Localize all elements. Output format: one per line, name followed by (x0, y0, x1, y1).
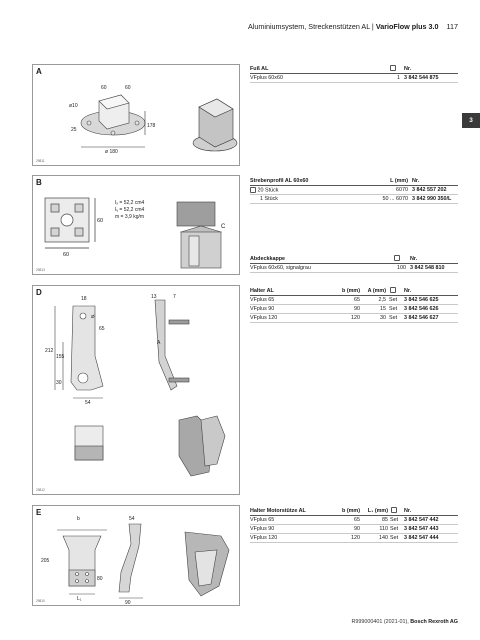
table-header (250, 254, 458, 264)
cell-unit: Set (389, 315, 398, 321)
panel-b-code: 29813 (36, 268, 45, 272)
mass: m = 3,9 kg/m (115, 214, 145, 220)
table-row (250, 305, 458, 314)
package-icon (250, 187, 256, 193)
cell-nr: 3 842 546 625 (404, 297, 439, 303)
cell-name: 1 Stück (260, 196, 278, 202)
col-nr: Nr. (404, 287, 412, 294)
cell-nr: 3 842 547 443 (404, 526, 439, 532)
col-name: Fuß AL (250, 65, 269, 72)
cell-nr: 3 842 546 627 (404, 315, 439, 321)
panel-a-letter: A (36, 67, 42, 76)
panel-e-code: 29810 (36, 599, 45, 603)
inertia-x: Iₓ = 52,2 cm4 (115, 200, 145, 206)
cell-b: 65 (354, 517, 360, 523)
dim-width: 60 (63, 252, 70, 258)
dim-h2: 80 (97, 576, 103, 582)
chapter-tab (462, 113, 480, 128)
inertia-y: Iᵧ = 52,2 cm4 (115, 207, 145, 213)
cell-name: VFplus 120 (250, 535, 278, 541)
foot-drawing (33, 65, 241, 167)
col-name: Halter AL (250, 287, 274, 294)
chapter-tab-label: 3 (469, 117, 473, 124)
cell-unit: Set (389, 297, 398, 303)
dim-height: 25 (71, 127, 77, 133)
cell-a: 15 (380, 306, 386, 312)
dim-r: Ø (91, 314, 95, 319)
package-icon (388, 507, 402, 513)
col-a: A (mm) (367, 287, 386, 294)
table-row (250, 296, 458, 305)
cell-b: 65 (354, 297, 360, 303)
dim-h2: 155 (56, 354, 65, 360)
cell-name: VFplus 90 (250, 526, 275, 532)
panel-e-letter: E (36, 508, 42, 517)
table-header (250, 64, 458, 74)
footer-brand: Bosch Rexroth AG (410, 619, 458, 625)
table-header (250, 506, 458, 516)
section-a: A (157, 340, 161, 346)
table-row (250, 314, 458, 323)
table-row (250, 186, 458, 195)
col-nr: Nr. (410, 255, 418, 262)
table-abdeckkappe (250, 254, 458, 273)
dim-w: 54 (129, 516, 135, 522)
cell-name: VFplus 90 (250, 306, 275, 312)
panel-d-letter: D (36, 288, 42, 297)
page-number: 117 (446, 22, 458, 31)
motor-holder-drawing (33, 506, 241, 607)
panel-b (32, 175, 240, 275)
cell-b: 90 (354, 306, 360, 312)
panel-a-code: 29811 (36, 159, 45, 163)
cell-unit: Set (390, 535, 399, 541)
dim-top2: 60 (125, 85, 131, 91)
dim-top1: 60 (101, 85, 107, 91)
panel-e (32, 505, 240, 606)
cell-nr: 3 842 547 442 (404, 517, 439, 523)
cell-nr: 3 842 547 444 (404, 535, 439, 541)
package-icon (386, 287, 402, 293)
table-row (250, 534, 458, 543)
cell-l: 140 (379, 535, 388, 541)
cell-nr: 3 842 544 875 (404, 75, 439, 81)
dim-d1: 65 (99, 326, 105, 332)
header-title: Aluminiumsystem, Streckenstützen AL | (247, 22, 376, 31)
cell-nr: 3 842 990 350/L (412, 196, 452, 202)
dim-l: L₁ (77, 596, 82, 602)
col-b: b (mm) (342, 287, 360, 294)
holder-drawing (33, 286, 241, 496)
dim-b: b (77, 516, 80, 522)
col-b: b (mm) (342, 507, 360, 514)
cell-b: 120 (351, 315, 360, 321)
table-row (250, 195, 458, 204)
dim-h3: 30 (56, 380, 62, 386)
cell-length: 50 ... 6070 (382, 196, 408, 202)
dim-hole: ø10 (69, 103, 78, 109)
cell-name: VFplus 60x60, signalgrau (250, 265, 311, 271)
panel-b-letter: B (36, 178, 42, 187)
panel-a (32, 64, 240, 166)
col-name: Strebenprofil AL 60x60 (250, 177, 309, 184)
cell-a: 2,5 (378, 297, 386, 303)
cell-name: VFplus 65 (250, 517, 275, 523)
header-brand: VarioFlow plus 3.0 (375, 22, 439, 31)
cell-qty: 100 (397, 265, 406, 271)
cell-name: VFplus 65 (250, 297, 275, 303)
cell-nr: 3 842 546 626 (404, 306, 439, 312)
cell-l: 85 (382, 517, 388, 523)
cell-name: 20 Stück (257, 187, 279, 194)
col-nr: Nr. (412, 177, 420, 184)
dim-base: ø 180 (105, 149, 118, 155)
dim-side: 178 (147, 123, 156, 129)
table-header (250, 286, 458, 296)
cell-qty: 1 (397, 75, 400, 81)
table-row (250, 264, 458, 273)
cell-b: 120 (351, 535, 360, 541)
table-header (250, 176, 458, 186)
cell-name: VFplus 60x60 (250, 75, 283, 81)
page-header (0, 22, 458, 31)
dim-h: 205 (41, 558, 50, 564)
panel-d-code: 29812 (36, 488, 45, 492)
dim-h1: 212 (45, 348, 54, 354)
table-row (250, 516, 458, 525)
panel-d (32, 285, 240, 495)
table-row (250, 74, 458, 83)
table-row (250, 525, 458, 534)
cell-unit: Set (390, 526, 399, 532)
footer-doc: R999000401 (2021-01), (351, 619, 411, 625)
table-fuss (250, 64, 458, 83)
cell-a: 30 (380, 315, 386, 321)
page-footer (0, 619, 458, 625)
package-icon (394, 255, 406, 261)
cell-unit: Set (390, 517, 399, 523)
cell-l: 110 (379, 526, 388, 532)
col-nr: Nr. (404, 65, 412, 72)
dim-t2: 7 (173, 294, 176, 300)
dim-top: 18 (81, 296, 87, 302)
col-length: L (mm) (390, 177, 408, 184)
dim-w2: 90 (125, 600, 131, 606)
package-icon (390, 65, 404, 71)
cell-nr: 3 842 548 810 (410, 265, 445, 271)
cell-length: 6070 (396, 187, 408, 193)
col-name: Abdeckkappe (250, 255, 286, 262)
table-halter (250, 286, 458, 323)
cell-nr: 3 842 557 202 (412, 187, 447, 193)
callout-c: C (221, 224, 226, 230)
table-motorstuetze (250, 506, 458, 543)
dim-t1: 13 (151, 294, 157, 300)
profile-drawing (33, 176, 241, 276)
table-strebenprofil (250, 176, 458, 204)
cell-unit: Set (389, 306, 398, 312)
dim-height: 60 (97, 218, 104, 224)
col-l: L₁ (mm) (367, 507, 388, 514)
dim-w: 54 (85, 400, 91, 406)
col-nr: Nr. (404, 507, 412, 514)
col-name: Halter Motorstütze AL (250, 507, 306, 514)
cell-name: VFplus 120 (250, 315, 278, 321)
cell-b: 90 (354, 526, 360, 532)
